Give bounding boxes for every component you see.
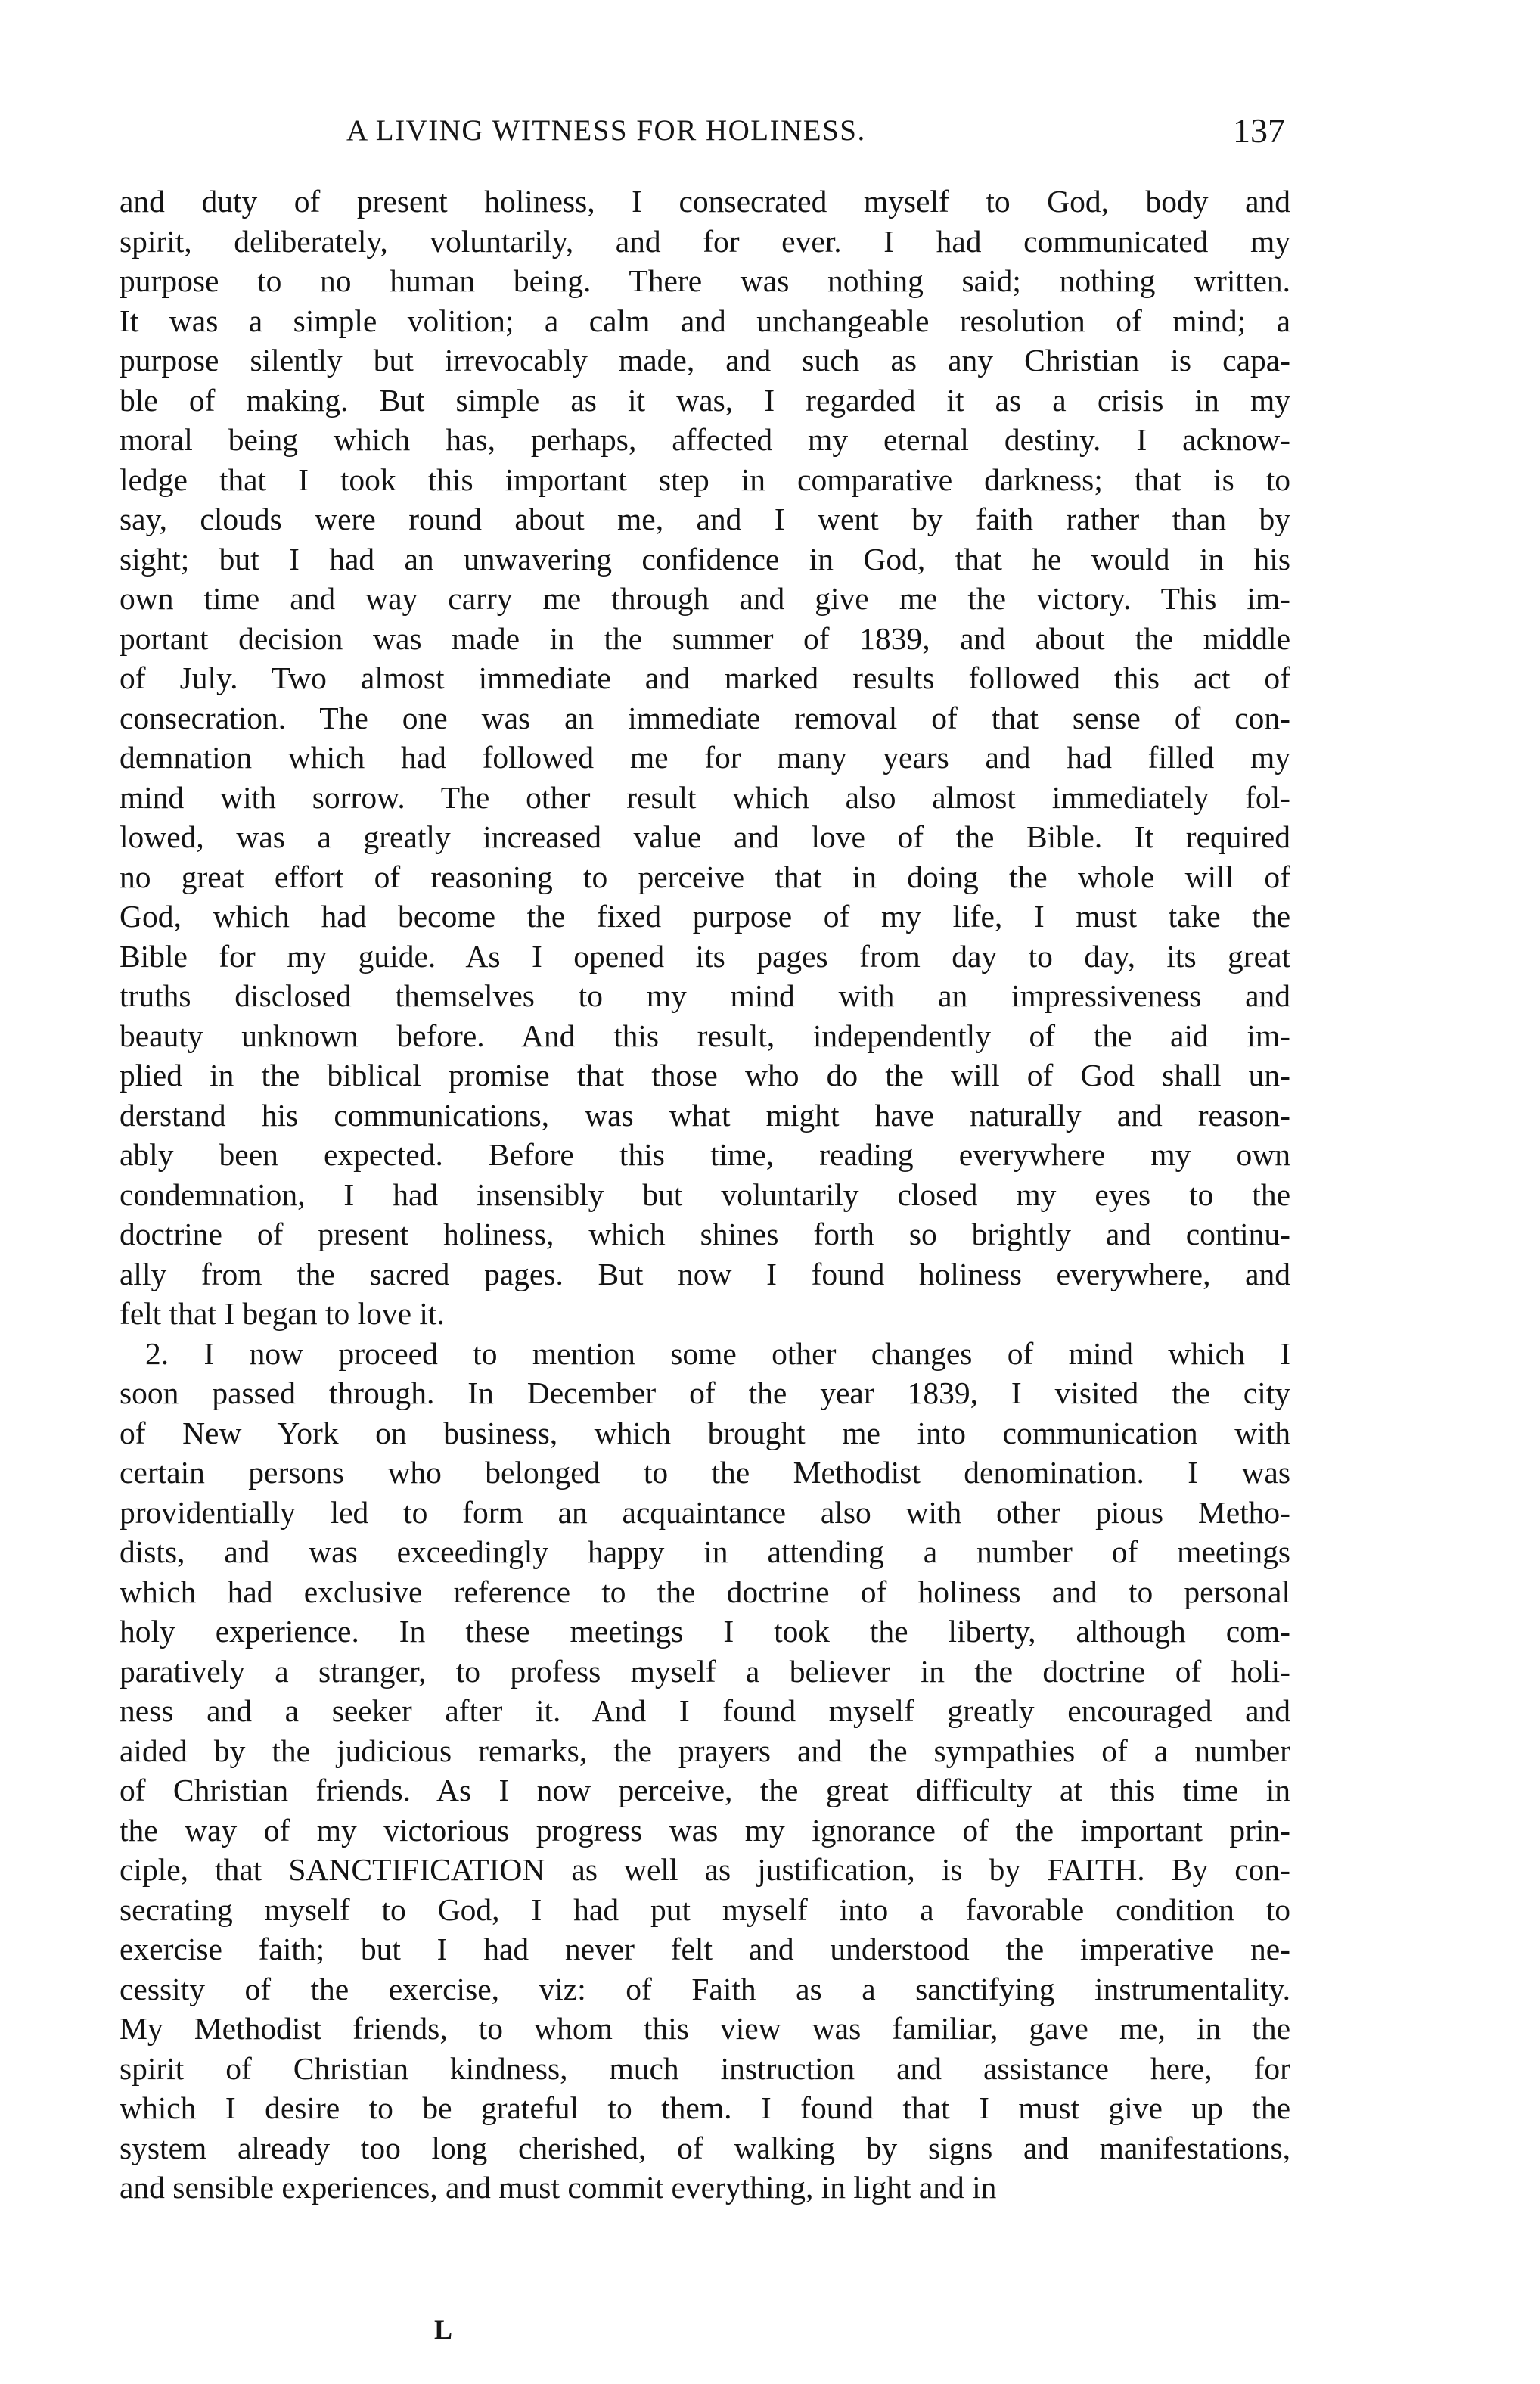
text-line: ble of making. But simple as it was, I regarded it as a crisis in my	[120, 382, 1290, 418]
text-line: doctrine of present holiness, which shines forth so brightly and continu-	[120, 1217, 1290, 1251]
text-line: no great effort of reasoning to perceive that in doing the whole will of	[120, 859, 1290, 894]
text-line: It was a simple volition; a calm and unchangeable resolution of mind; a	[120, 303, 1290, 338]
text-line: of Christian friends. As I now perceive, the great difficulty at this time in	[120, 1773, 1290, 1807]
text-line: of New York on business, which brought me into communication with	[120, 1415, 1290, 1450]
text-line: exercise faith; but I had never felt and understood the imperative ne-	[120, 1932, 1290, 1966]
text-line: dists, and was exceedingly happy in attending a number of meetings	[120, 1534, 1290, 1569]
text-line: beauty unknown before. And this result, independently of the aid im-	[120, 1018, 1290, 1053]
page-number: 137	[1233, 111, 1285, 150]
text-line: derstand his communications, was what might have naturally and reason-	[120, 1097, 1290, 1133]
text-line: moral being which has, perhaps, affected my eternal destiny. I acknow-	[120, 422, 1290, 457]
text-line: cessity of the exercise, viz: of Faith as a sanctifying instrumentality.	[120, 1971, 1290, 2006]
text-line: lowed, was a greatly increased value and love of the Bible. It required	[120, 819, 1290, 854]
text-line: and sensible experiences, and must commit everything, in light and in	[120, 2170, 997, 2205]
text-line: plied in the biblical promise that those who do the will of God shall un-	[120, 1058, 1290, 1093]
signature-mark: L	[434, 2314, 453, 2345]
text-line: say, clouds were round about me, and I went by faith rather than by	[120, 502, 1290, 536]
text-line: truths disclosed themselves to my mind with an impressiveness and	[120, 978, 1290, 1013]
text-line: system already too long cherished, of walking by signs and manifestations,	[120, 2130, 1290, 2165]
text-line: own time and way carry me through and give me the victory. This im-	[120, 581, 1290, 616]
running-title: A LIVING WITNESS FOR HOLINESS.	[346, 114, 866, 147]
text-line: felt that I began to love it.	[120, 1296, 445, 1331]
text-line: mind with sorrow. The other result which also almost immediately fol-	[120, 779, 1290, 815]
text-line: holy experience. In these meetings I took the liberty, although com-	[120, 1614, 1290, 1649]
text-line: spirit of Christian kindness, much instruction and assistance here, for	[120, 2050, 1290, 2086]
text-line: portant decision was made in the summer of 1839, and about the middle	[120, 620, 1290, 656]
text-line: of July. Two almost immediate and marked results followed this act of	[120, 660, 1290, 695]
text-line: condemnation, I had insensibly but voluntarily closed my eyes to the	[120, 1176, 1290, 1212]
text-line: certain persons who belonged to the Methodist denomination. I was	[120, 1455, 1290, 1490]
text-line: My Methodist friends, to whom this view was familiar, gave me, in the	[120, 2011, 1290, 2046]
text-line: the way of my victorious progress was my ignorance of the important prin-	[120, 1812, 1290, 1848]
text-line: ledge that I took this important step in comparative darkness; that is to	[120, 462, 1290, 497]
text-line: consecration. The one was an immediate removal of that sense of con-	[120, 700, 1290, 735]
text-line: sight; but I had an unwavering confidence in God, that he would in his	[120, 541, 1290, 577]
text-line: ciple, that SANCTIFICATION as well as justification, is by FAITH. By con-	[120, 1852, 1290, 1887]
text-line: which I desire to be grateful to them. I found that I must give up the	[120, 2090, 1290, 2125]
text-line: demnation which had followed me for many years and had filled my	[120, 740, 1290, 775]
body-text	[120, 182, 1290, 2208]
text-line: aided by the judicious remarks, the prayers and the sympathies of a number	[120, 1733, 1290, 1768]
text-line: secrating myself to God, I had put myself into a favorable condition to	[120, 1891, 1290, 1927]
text-line: providentially led to form an acquaintance also with other pious Metho-	[120, 1494, 1290, 1530]
page-header	[0, 113, 1540, 159]
text-line: ness and a seeker after it. And I found myself greatly encouraged and	[120, 1693, 1290, 1728]
text-line: paratively a stranger, to profess myself a believer in the doctrine of holi-	[120, 1653, 1290, 1689]
text-line: Bible for my guide. As I opened its pages from day to day, its great	[120, 938, 1290, 974]
text-line: ally from the sacred pages. But now I found holiness everywhere, and	[120, 1256, 1290, 1291]
text-line: which had exclusive reference to the doctrine of holiness and to personal	[120, 1574, 1290, 1609]
text-line: soon passed through. In December of the year 1839, I visited the city	[120, 1375, 1290, 1410]
text-line: ably been expected. Before this time, reading everywhere my own	[120, 1137, 1290, 1172]
text-line: purpose silently but irrevocably made, and such as any Christian is capa-	[120, 343, 1290, 378]
text-line: 2. I now proceed to mention some other changes of mind which I	[145, 1335, 1290, 1371]
text-line: and duty of present holiness, I consecrated myself to God, body and	[120, 184, 1290, 219]
text-line: spirit, deliberately, voluntarily, and for ever. I had communicated my	[120, 223, 1290, 259]
text-line: purpose to no human being. There was nothing said; nothing written.	[120, 263, 1290, 298]
text-line: God, which had become the fixed purpose of my life, I must take the	[120, 899, 1290, 934]
